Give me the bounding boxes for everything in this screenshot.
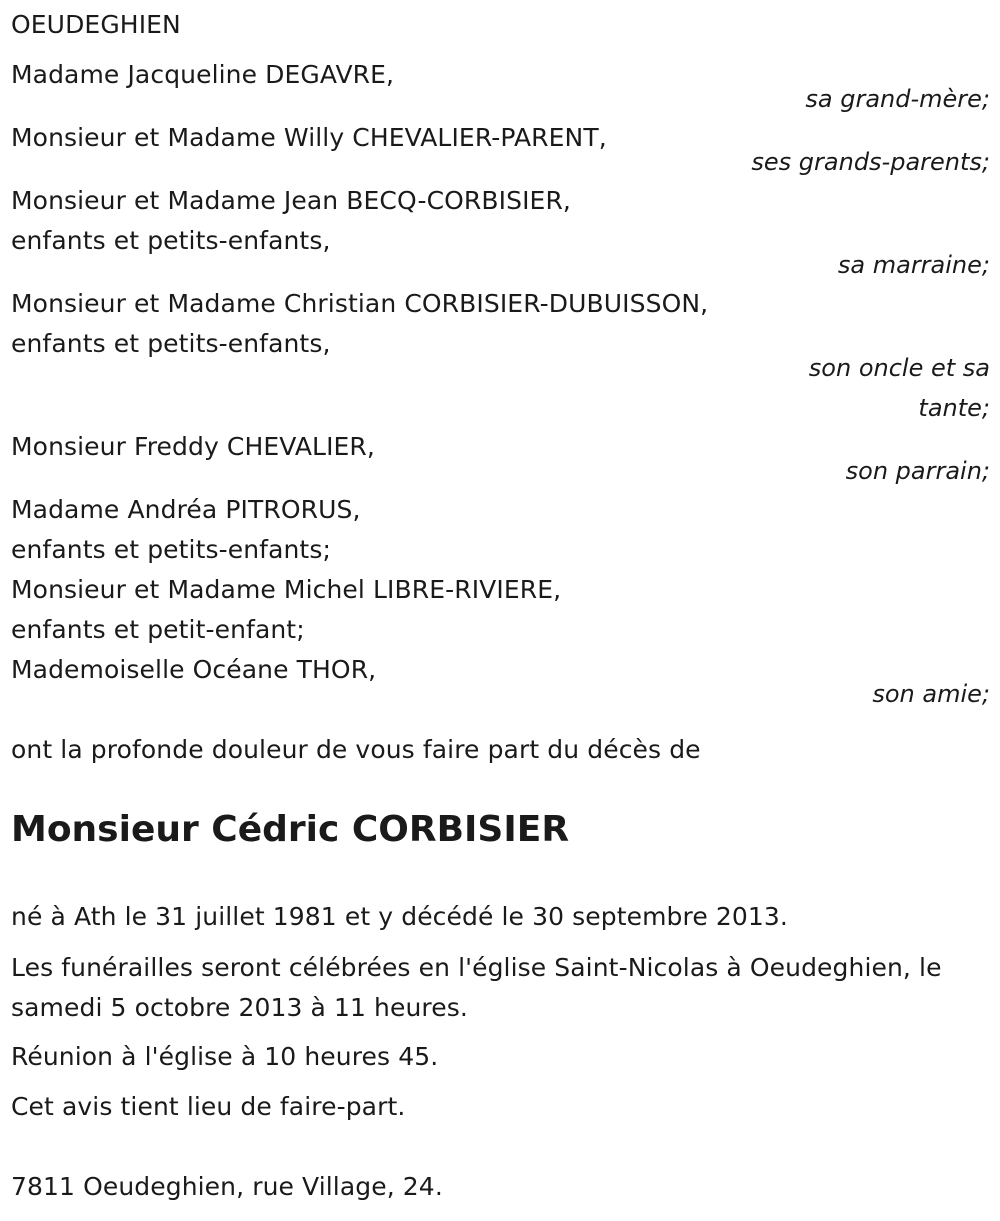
family-relation: ses grands-parents;: [751, 148, 990, 176]
family-relation: son amie;: [872, 680, 990, 708]
birth-death-info: né à Ath le 31 juillet 1981 et y décédé le 30 septembre 2013.: [11, 902, 788, 931]
notice-info: Cet avis tient lieu de faire-part.: [11, 1092, 406, 1121]
family-member-note: enfants et petits-enfants;: [11, 535, 331, 564]
family-relation: sa grand-mère;: [805, 85, 990, 113]
funeral-info: samedi 5 octobre 2013 à 11 heures.: [11, 993, 468, 1022]
family-member-name: Monsieur Freddy CHEVALIER,: [11, 432, 375, 461]
announcement-intro: ont la profonde douleur de vous faire part du décès de: [11, 735, 701, 764]
family-relation: son parrain;: [845, 457, 990, 485]
family-member-name: Madame Andréa PITRORUS,: [11, 495, 361, 524]
family-member-name: Monsieur et Madame Michel LIBRE-RIVIERE,: [11, 575, 562, 604]
family-member-note: enfants et petits-enfants,: [11, 329, 331, 358]
meeting-info: Réunion à l'église à 10 heures 45.: [11, 1042, 439, 1071]
family-member-name: Monsieur et Madame Jean BECQ-CORBISIER,: [11, 186, 571, 215]
family-member-note: enfants et petit-enfant;: [11, 615, 305, 644]
family-relation: tante;: [918, 394, 990, 422]
deceased-name: Monsieur Cédric CORBISIER: [11, 809, 570, 850]
family-member-name: Monsieur et Madame Willy CHEVALIER-PARENT,: [11, 123, 607, 152]
family-relation: son oncle et sa: [808, 354, 990, 382]
family-member-name: Madame Jacqueline DEGAVRE,: [11, 60, 395, 89]
family-member-name: Monsieur et Madame Christian CORBISIER-DUBUISSON,: [11, 289, 709, 318]
family-member-name: Mademoiselle Océane THOR,: [11, 655, 377, 684]
family-address: 7811 Oeudeghien, rue Village, 24.: [11, 1172, 443, 1201]
town-heading: OEUDEGHIEN: [11, 10, 181, 39]
family-member-note: enfants et petits-enfants,: [11, 226, 331, 255]
family-relation: sa marraine;: [837, 251, 990, 279]
funeral-info: Les funérailles seront célébrées en l'église Saint-Nicolas à Oeudeghien, le: [11, 953, 942, 982]
